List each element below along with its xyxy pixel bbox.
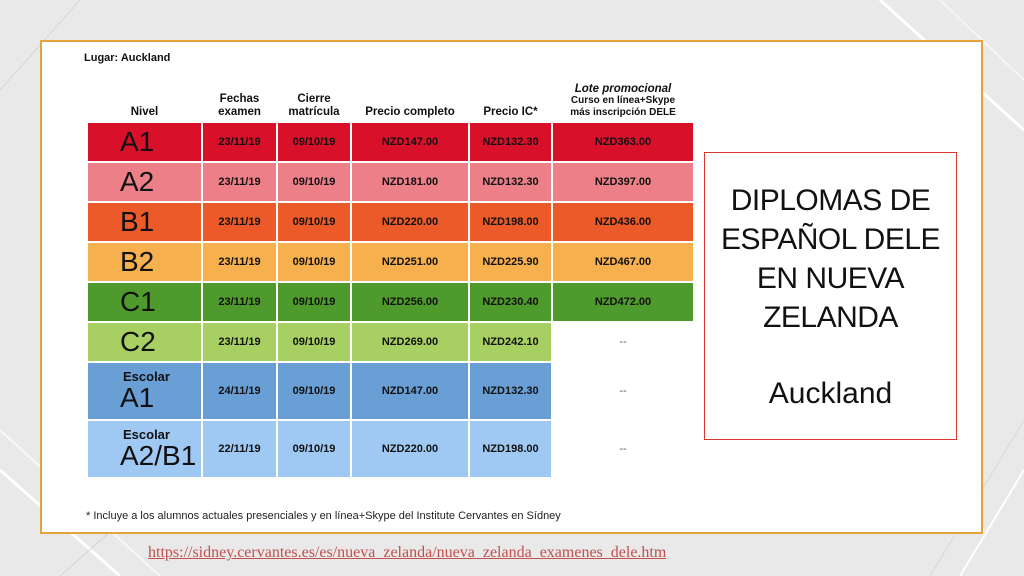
lote-cell: --	[553, 363, 693, 419]
header-nivel: Nivel	[130, 106, 159, 118]
level-cell	[88, 283, 201, 321]
precio-completo-cell: NZD269.00	[352, 323, 468, 361]
exam-price-table	[86, 81, 695, 479]
precio-completo-cell: NZD220.00	[352, 203, 468, 241]
level-cell	[88, 123, 201, 161]
precio-ic-cell: NZD132.30	[470, 163, 551, 201]
header-precio-ic: Precio IC*	[483, 106, 538, 118]
precio-completo-cell: NZD181.00	[352, 163, 468, 201]
precio-ic-cell: NZD132.30	[470, 363, 551, 419]
precio-completo-cell: NZD256.00	[352, 283, 468, 321]
lote-cell: NZD397.00	[553, 163, 693, 201]
precio-ic-cell: NZD230.40	[470, 283, 551, 321]
table-row	[88, 243, 693, 281]
table-body	[88, 123, 693, 477]
level-cell	[88, 243, 201, 281]
table-row	[88, 363, 693, 419]
table-row	[88, 203, 693, 241]
title-line-1: DIPLOMAS DE	[730, 184, 931, 217]
location-label: Lugar: Auckland	[84, 52, 171, 64]
level-label: A1	[120, 126, 155, 157]
fecha-cell: 22/11/19	[203, 421, 276, 477]
lote-cell: --	[553, 421, 693, 477]
title-box	[704, 152, 957, 440]
table-row	[88, 283, 693, 321]
header-fechas: Fechas examen	[218, 93, 261, 118]
cierre-cell: 09/10/19	[278, 123, 350, 161]
lote-cell: --	[553, 323, 693, 361]
precio-completo-cell: NZD147.00	[352, 363, 468, 419]
level-prefix: Escolar	[123, 427, 170, 442]
title-line-4: ZELANDA	[763, 301, 898, 334]
fecha-cell: 23/11/19	[203, 203, 276, 241]
precio-ic-cell: NZD225.90	[470, 243, 551, 281]
lote-title: Lote promocional	[574, 83, 672, 95]
level-label: B1	[120, 206, 155, 237]
lote-cell: NZD472.00	[553, 283, 693, 321]
table-row	[88, 163, 693, 201]
cierre-cell: 09/10/19	[278, 363, 350, 419]
precio-ic-cell: NZD132.30	[470, 123, 551, 161]
level-label: C1	[120, 286, 156, 317]
cierre-cell: 09/10/19	[278, 421, 350, 477]
precio-completo-cell: NZD147.00	[352, 123, 468, 161]
level-label: B2	[120, 246, 155, 277]
lote-cell: NZD467.00	[553, 243, 693, 281]
cierre-cell: 09/10/19	[278, 203, 350, 241]
fecha-cell: 24/11/19	[203, 363, 276, 419]
precio-ic-cell: NZD242.10	[470, 323, 551, 361]
level-label: A2/B1	[120, 440, 197, 471]
precio-ic-cell: NZD198.00	[470, 421, 551, 477]
table-row	[88, 323, 693, 361]
lote-subtitle-2: más inscripción DELE	[570, 107, 676, 118]
fecha-cell: 23/11/19	[203, 123, 276, 161]
level-cell	[88, 163, 201, 201]
cierre-cell: 09/10/19	[278, 323, 350, 361]
table-header-row	[88, 83, 693, 121]
precio-completo-cell: NZD220.00	[352, 421, 468, 477]
header-lote-promocional	[553, 83, 693, 121]
cierre-cell: 09/10/19	[278, 243, 350, 281]
cierre-cell: 09/10/19	[278, 163, 350, 201]
footnote: * Incluye a los alumnos actuales presenciales y en línea+Skype del Institute Cervantes en Sídney	[86, 510, 561, 522]
header-cierre: Cierre matrícula	[288, 93, 340, 118]
lote-subtitle-1: Curso en línea+Skype	[570, 95, 676, 106]
level-cell	[88, 421, 201, 477]
title-line-3: EN NUEVA	[756, 262, 905, 295]
precio-completo-cell: NZD251.00	[352, 243, 468, 281]
title-line-2: ESPAÑOL DELE	[720, 223, 941, 256]
level-label: A2	[120, 166, 155, 197]
table-row	[88, 421, 693, 477]
source-link[interactable]: https://sidney.cervantes.es/es/nueva_zelanda/nueva_zelanda_examenes_dele.htm	[148, 544, 667, 561]
cierre-cell: 09/10/19	[278, 283, 350, 321]
level-cell	[88, 363, 201, 419]
fecha-cell: 23/11/19	[203, 163, 276, 201]
title-city: Auckland	[768, 377, 893, 410]
level-label: C2	[120, 326, 156, 357]
lote-cell: NZD363.00	[553, 123, 693, 161]
header-precio-completo: Precio completo	[365, 106, 455, 118]
level-cell	[88, 323, 201, 361]
fecha-cell: 23/11/19	[203, 283, 276, 321]
table-row	[88, 123, 693, 161]
fecha-cell: 23/11/19	[203, 243, 276, 281]
precio-ic-cell: NZD198.00	[470, 203, 551, 241]
level-cell	[88, 203, 201, 241]
lote-cell: NZD436.00	[553, 203, 693, 241]
level-prefix: Escolar	[123, 369, 170, 384]
level-label: A1	[120, 382, 155, 413]
fecha-cell: 23/11/19	[203, 323, 276, 361]
